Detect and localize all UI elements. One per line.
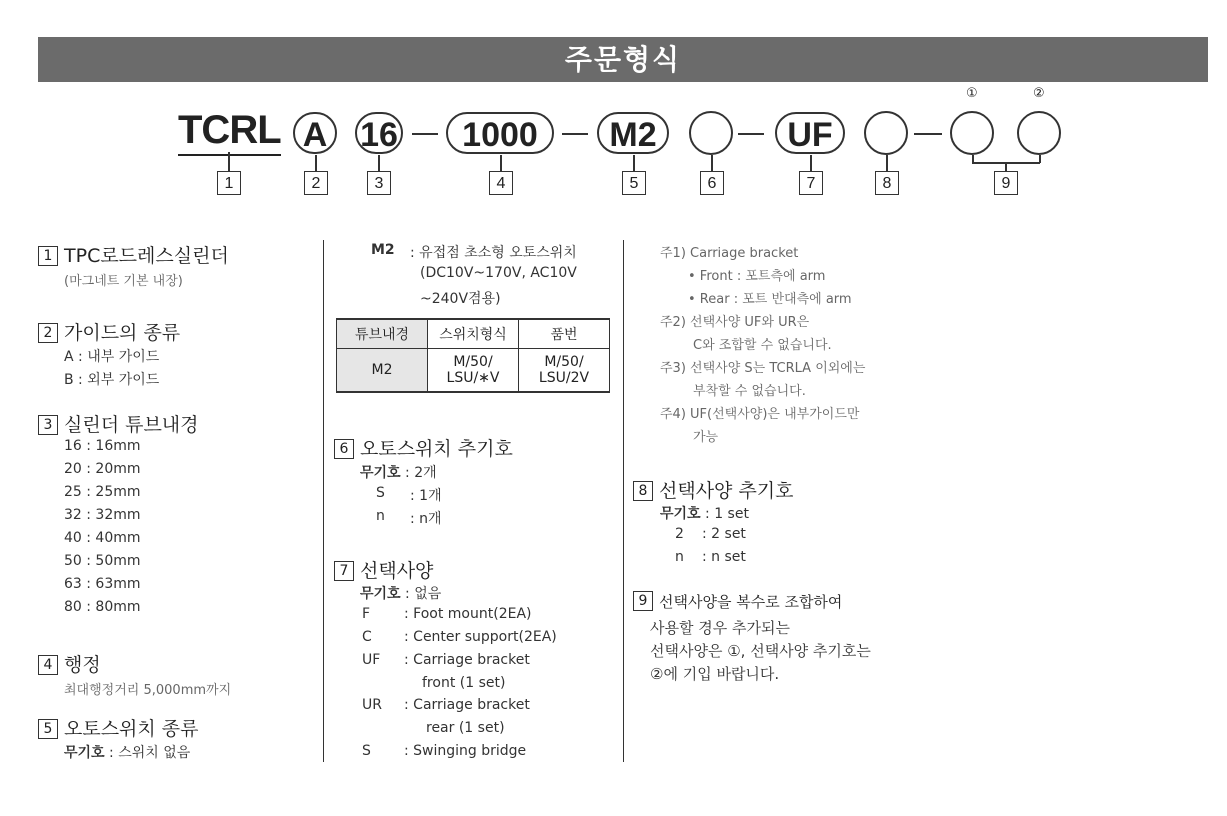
position-number: 6 [700,171,724,195]
option-item: 무기호 : 없음 [360,586,442,602]
note-line: 주3) 선택사양 S는 TCRLA 이외에는 [660,361,866,376]
note-line: C와 조합할 수 없습니다. [693,338,832,353]
switch-qty-item: S [376,485,385,501]
connector [500,155,502,171]
note-line: 가능 [693,430,719,445]
section-9-line: 사용할 경우 추가되는 [650,619,790,637]
code-switch-qty [689,111,733,155]
guide-item: A : 내부 가이드 [64,349,160,365]
switch-qty-value: : 1개 [410,488,442,504]
note-line: 부착할 수 없습니다. [693,384,806,399]
position-number: 7 [799,171,823,195]
code-option-qty [864,111,908,155]
section-2-heading: 2 가이드의 종류 [38,318,180,345]
section-4-sub: 최대행정거리 5,000mm까지 [64,683,232,698]
m2-line: (DC10V~170V, AC10V [420,265,577,281]
guide-item: B : 외부 가이드 [64,372,160,388]
connector [886,155,888,171]
mark-2: ② [1033,86,1045,101]
option-qty-value: : n set [702,549,746,565]
position-number: 3 [367,171,391,195]
dash [562,133,588,135]
option-qty-key: n [675,549,684,565]
section-8-heading: 8 선택사양 추기호 [633,476,794,503]
option-value: : Carriage bracket [404,697,530,713]
option-key: F [362,606,371,622]
bore-item: 20 : 20mm [64,461,141,477]
option-value: : Foot mount(2EA) [404,606,532,622]
connector [711,155,713,171]
section-6-heading: 6 오토스위치 추기호 [334,434,513,461]
model-code: TCRL [178,110,281,156]
option-value: front (1 set) [422,675,506,691]
option-qty-value: : 2 set [702,526,746,542]
code-extra-1 [950,111,994,155]
switch-qty-value: : n개 [410,511,442,527]
section-5-heading: 5 오토스위치 종류 [38,714,199,741]
table-cell: M/50/ LSU/∗V [428,349,519,393]
bore-item: 50 : 50mm [64,553,141,569]
option-qty-key: 2 [675,526,684,542]
m2-line: : 유접점 초소형 오토스위치 [410,245,577,261]
bore-item: 63 : 63mm [64,576,141,592]
page-title-bar [38,37,1208,82]
note-line: 주4) UF(선택사양)은 내부가이드만 [660,407,860,422]
dash [738,133,764,135]
code-extra-2 [1017,111,1061,155]
section-1-heading: 1 TPC로드레스실린더 [38,241,229,268]
connector [810,155,812,171]
section-9-line: ②에 기입 바랍니다. [650,665,780,683]
connector [1005,162,1007,171]
option-key: S [362,743,371,759]
option-qty-item: 무기호 : 1 set [660,506,749,522]
table-cell: M2 [337,349,428,393]
option-value: : Swinging bridge [404,743,527,759]
position-number: 8 [875,171,899,195]
connector [315,155,317,171]
section-7-heading: 7 선택사양 [334,556,433,583]
option-key: C [362,629,372,645]
section-9-line: 선택사양은 ①, 선택사양 추기호는 [650,642,871,660]
m2-line: ~240V겸용) [420,291,501,307]
bore-item: 25 : 25mm [64,484,141,500]
dash [412,133,438,135]
page-title: 주문형식 [564,43,682,76]
option-value: rear (1 set) [426,720,505,736]
column-divider [323,240,324,762]
switch-table [336,318,610,393]
code-stroke: 1000 [446,112,554,154]
table-header: 스위치형식 [428,319,519,349]
code-option: UF [775,112,845,154]
switch-qty-item: 무기호 : 2개 [360,465,437,481]
connector [378,155,380,171]
position-number: 2 [304,171,328,195]
option-value: : Center support(2EA) [404,629,557,645]
option-key: UR [362,697,382,713]
column-divider [623,240,624,762]
connector [633,155,635,171]
bore-item: 32 : 32mm [64,507,141,523]
table-header: 튜브내경 [337,319,428,349]
option-key: UF [362,652,381,668]
section-3-heading: 3 실린더 튜브내경 [38,410,199,437]
note-line: • Front : 포트측에 arm [688,269,826,284]
table-header: 품번 [519,319,610,349]
option-value: : Carriage bracket [404,652,530,668]
position-number: 4 [489,171,513,195]
connector [228,152,230,171]
note-line: 주1) Carriage bracket [660,246,799,261]
mark-1: ① [966,86,978,101]
position-number: 5 [622,171,646,195]
note-line: 주2) 선택사양 UF와 UR은 [660,315,810,330]
switch-qty-item: n [376,508,385,524]
code-switch: M2 [597,112,669,154]
position-number: 1 [217,171,241,195]
bore-item: 40 : 40mm [64,530,141,546]
switch-none-item: 무기호 : 스위치 없음 [64,745,191,761]
note-line: • Rear : 포트 반대측에 arm [688,292,852,307]
table-cell: M/50/ LSU/2V [519,349,610,393]
section-4-heading: 4 행정 [38,650,101,677]
section-1-sub: (마그네트 기본 내장) [64,274,183,289]
position-number: 9 [994,171,1018,195]
bore-item: 16 : 16mm [64,438,141,454]
bore-item: 80 : 80mm [64,599,141,615]
code-guide: A [293,112,337,154]
dash [914,133,942,135]
m2-label: M2 [371,242,395,258]
section-9-heading: 9 선택사양을 복수로 조합하여 [633,591,842,612]
code-bore: 16 [355,112,403,154]
